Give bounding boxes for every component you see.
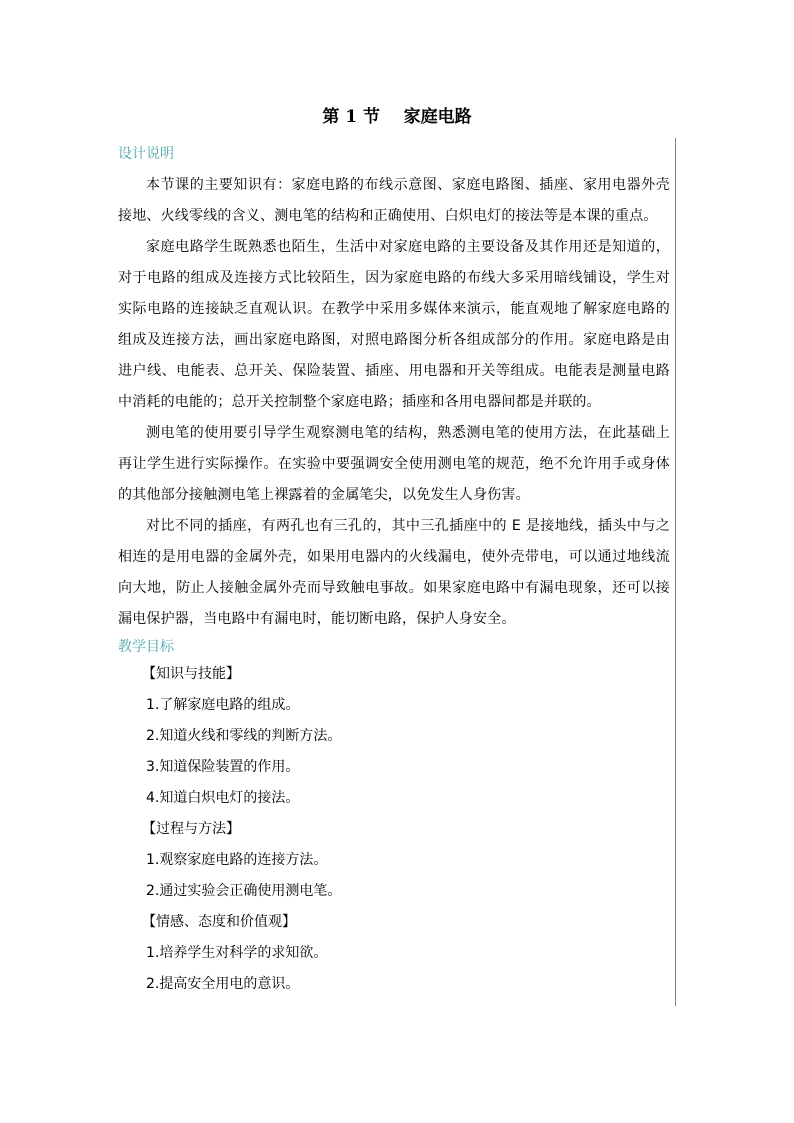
design-heading: 设计说明 — [118, 146, 174, 162]
objective-group-process: 【过程与方法】 — [142, 821, 240, 837]
page-title: 第 1 节 家庭电路 — [322, 107, 472, 127]
document-body — [118, 142, 670, 1000]
right-margin-rule — [675, 138, 676, 1006]
objective-item: 2.提高安全用电的意识。 — [146, 976, 300, 992]
objective-item: 4.知道白炽电灯的接法。 — [146, 790, 300, 806]
design-paragraph-3: 测电笔的使用要引导学生观察测电笔的结构，熟悉测电笔的使用方法，在此基础上再让学生进行实际操作。在实验中要强调安全使用测电笔的规范，绝不允许用手或身体的其他部分接触测电笔上裸露着的金属笔尖，以免发生人身伤害。 — [118, 425, 670, 503]
objective-group-knowledge: 【知识与技能】 — [142, 666, 240, 682]
objective-group-attitude: 【情感、态度和价值观】 — [142, 914, 296, 930]
design-paragraph-2: 家庭电路学生既熟悉也陌生，生活中对家庭电路的主要设备及其作用还是知道的，对于电路的组成及连接方式比较陌生，因为家庭电路的布线大多采用暗线铺设，学生对实际电路的连接缺乏直观认识。在教学中采用多媒体来演示，能直观地了解家庭电路的组成及连接方法，画出家庭电路图，对照电路图分析各组成部分的作用。家庭电路是由进户线、电能表、总开关、保险装置、插座、用电器和开关等组成。电能表是测量电路中消耗的电能的；总开关控制整个家庭电路；插座和各用电器间都是并联的。 — [118, 239, 670, 410]
objective-item: 1.了解家庭电路的组成。 — [146, 697, 300, 713]
objective-item: 3.知道保险装置的作用。 — [146, 759, 300, 775]
objective-item: 2.知道火线和零线的判断方法。 — [146, 728, 342, 744]
objectives-heading: 教学目标 — [118, 639, 174, 655]
objective-item: 2.通过实验会正确使用测电笔。 — [146, 883, 342, 899]
objective-item: 1.培养学生对科学的求知欲。 — [146, 945, 328, 961]
objective-item: 1.观察家庭电路的连接方法。 — [146, 852, 328, 868]
design-paragraph-4: 对比不同的插座，有两孔也有三孔的，其中三孔插座中的 E 是接地线，插头中与之相连的是用电器的金属外壳，如果用电器内的火线漏电，使外壳带电，可以通过地线流向大地，防止人接触金属外壳而导致触电事故。如果家庭电路中有漏电现象，还可以接漏电保护器，当电路中有漏电时，能切断电路，保护人身安全。 — [118, 518, 670, 627]
design-paragraph-1: 本节课的主要知识有：家庭电路的布线示意图、家庭电路图、插座、家用电器外壳接地、火线零线的含义、测电笔的结构和正确使用、白炽电灯的接法等是本课的重点。 — [118, 177, 670, 224]
